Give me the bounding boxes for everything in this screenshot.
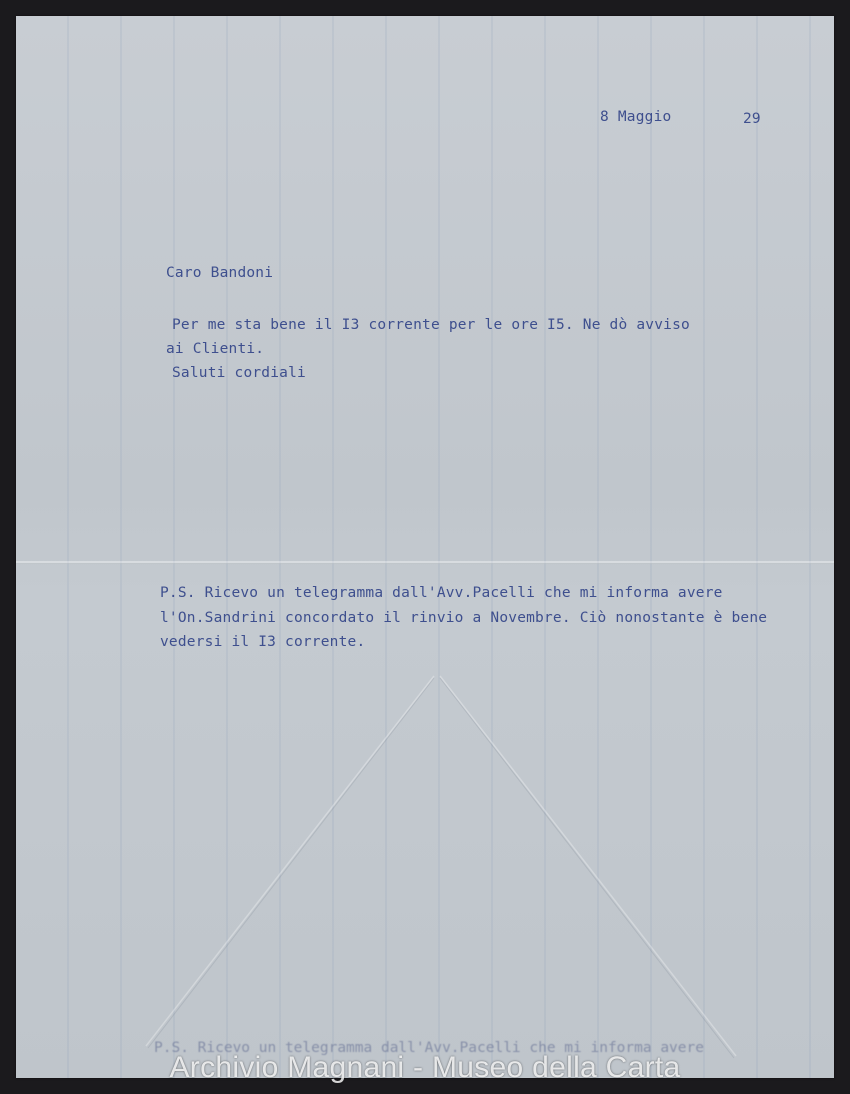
letter-closing: Saluti cordiali	[172, 365, 306, 381]
letter-body-line-1: Per me sta bene il I3 corrente per le ore I5. Ne dò avviso	[172, 317, 690, 333]
letter-salutation: Caro Bandoni	[166, 265, 274, 281]
postscript-line-3: vedersi il I3 corrente.	[160, 634, 366, 650]
letter-date: 8 Maggio	[600, 109, 672, 125]
postscript-line-1: P.S. Ricevo un telegramma dall'Avv.Pacelli che mi informa avere	[160, 585, 723, 601]
letter-year: 29	[743, 111, 761, 127]
envelope-fold-creases	[16, 16, 834, 1078]
show-through-text: P.S. Ricevo un telegramma dall'Avv.Pacelli che mi informa avere	[154, 1040, 704, 1056]
postscript-line-2: l'On.Sandrini concordato il rinvio a Novembre. Ciò nonostante è bene	[160, 610, 768, 626]
letter-sheet	[16, 16, 834, 1078]
letter-body-line-2: ai Clienti.	[166, 341, 265, 357]
archive-watermark: Archivio Magnani - Museo della Carta	[169, 1051, 681, 1084]
